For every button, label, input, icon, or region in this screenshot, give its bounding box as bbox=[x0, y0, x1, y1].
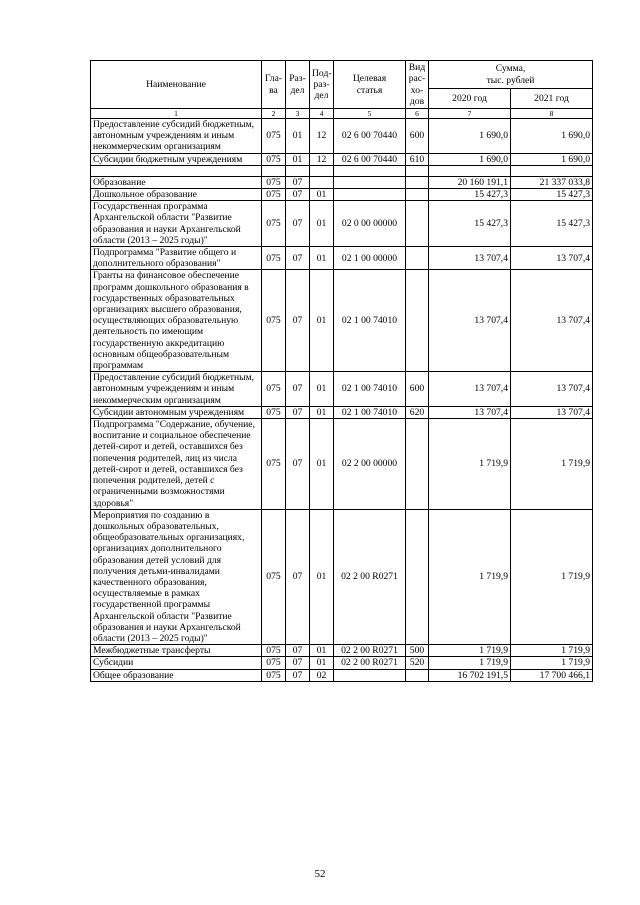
cell-podrazdel: 01 bbox=[310, 645, 334, 657]
cell-name: Мероприятия по созданию в дошкольных образовательных, общеобразовательных организациях, организациях дополнительного образования детей условий для получения детьми-инвалидами качественного образования, осуществляемые в рамках государственной программы Архангельской области "Развитие образования и науки Архангельской области (2013 – 2025 годы)" bbox=[91, 509, 262, 644]
cell-name: Предоставление субсидий бюджетным, автономным учреждениям и иным некоммерческим организациям bbox=[91, 119, 262, 154]
cell-glava: 075 bbox=[262, 657, 286, 669]
cell-statya: 02 1 00 74010 bbox=[334, 372, 406, 407]
table-row bbox=[91, 419, 593, 510]
cell-glava: 075 bbox=[262, 119, 286, 154]
empty-cell bbox=[262, 165, 286, 176]
cell-vid: 610 bbox=[406, 153, 429, 165]
column-number: 2 bbox=[262, 109, 286, 119]
cell-statya: 02 2 00 R0271 bbox=[334, 509, 406, 644]
table-row bbox=[91, 119, 593, 154]
cell-2020: 1 719,9 bbox=[429, 419, 511, 510]
cell-2020: 15 427,3 bbox=[429, 201, 511, 247]
table-row bbox=[91, 645, 593, 657]
cell-podrazdel: 01 bbox=[310, 189, 334, 201]
empty-cell bbox=[511, 165, 593, 176]
cell-2021: 13 707,4 bbox=[511, 247, 593, 270]
cell-razdel: 07 bbox=[286, 247, 310, 270]
table-row bbox=[91, 509, 593, 644]
column-number-row bbox=[91, 109, 593, 119]
empty-cell bbox=[334, 165, 406, 176]
cell-podrazdel bbox=[310, 176, 334, 188]
table-row bbox=[91, 176, 593, 188]
cell-podrazdel: 01 bbox=[310, 657, 334, 669]
column-number: 4 bbox=[310, 109, 334, 119]
cell-name: Гранты на финансовое обеспечение программ дошкольного образования в государственных образовательных организациях высшего образования, осуществляющих образовательную деятельность по имеющим государственную аккредитацию основным общеобразовательным программам bbox=[91, 270, 262, 372]
cell-vid bbox=[406, 509, 429, 644]
table-row bbox=[91, 406, 593, 418]
cell-podrazdel: 01 bbox=[310, 201, 334, 247]
cell-name: Предоставление субсидий бюджетным, автономным учреждениям и иным некоммерческим организациям bbox=[91, 372, 262, 407]
cell-2021: 1 690,0 bbox=[511, 153, 593, 165]
cell-statya: 02 2 00 R0271 bbox=[334, 657, 406, 669]
cell-2021: 13 707,4 bbox=[511, 270, 593, 372]
cell-2020: 1 719,9 bbox=[429, 657, 511, 669]
cell-statya: 02 6 00 70440 bbox=[334, 119, 406, 154]
cell-name: Государственная программа Архангельской области "Развитие образования и науки Архангельской области (2013 – 2025 годы)" bbox=[91, 201, 262, 247]
empty-cell bbox=[406, 165, 429, 176]
cell-name: Субсидии bbox=[91, 657, 262, 669]
cell-2020: 20 160 191,1 bbox=[429, 176, 511, 188]
empty-cell bbox=[429, 165, 511, 176]
cell-2021: 1 719,9 bbox=[511, 657, 593, 669]
cell-razdel: 07 bbox=[286, 201, 310, 247]
table-row bbox=[91, 201, 593, 247]
cell-name: Субсидии автономным учреждениям bbox=[91, 406, 262, 418]
cell-statya bbox=[334, 189, 406, 201]
cell-glava: 075 bbox=[262, 201, 286, 247]
cell-podrazdel: 01 bbox=[310, 509, 334, 644]
cell-vid bbox=[406, 270, 429, 372]
header-summa: Сумма, тыс. рублей bbox=[429, 61, 593, 89]
cell-name: Дошкольное образование bbox=[91, 189, 262, 201]
cell-statya bbox=[334, 669, 406, 681]
cell-vid: 600 bbox=[406, 119, 429, 154]
cell-razdel: 07 bbox=[286, 372, 310, 407]
cell-statya: 02 1 00 74010 bbox=[334, 270, 406, 372]
cell-vid bbox=[406, 669, 429, 681]
cell-glava: 075 bbox=[262, 645, 286, 657]
cell-2021: 1 690,0 bbox=[511, 119, 593, 154]
column-number: 1 bbox=[91, 109, 262, 119]
cell-name: Межбюджетные трансферты bbox=[91, 645, 262, 657]
cell-2021: 1 719,9 bbox=[511, 645, 593, 657]
cell-name: Подпрограмма "Содержание, обучение, воспитание и социальное обеспечение детей-сирот и детей, оставшихся без попечения родителей, лиц из числа детей-сирот и детей, оставшихся без попечения родителей, детей с ограниченными возможностями здоровья" bbox=[91, 419, 262, 510]
cell-vid: 500 bbox=[406, 645, 429, 657]
table-row bbox=[91, 270, 593, 372]
cell-statya: 02 2 00 00000 bbox=[334, 419, 406, 510]
cell-2020: 13 707,4 bbox=[429, 247, 511, 270]
cell-statya bbox=[334, 176, 406, 188]
table-row bbox=[91, 247, 593, 270]
cell-razdel: 01 bbox=[286, 119, 310, 154]
cell-razdel: 07 bbox=[286, 669, 310, 681]
cell-glava: 075 bbox=[262, 153, 286, 165]
cell-glava: 075 bbox=[262, 189, 286, 201]
cell-podrazdel: 01 bbox=[310, 372, 334, 407]
cell-2020: 13 707,4 bbox=[429, 372, 511, 407]
table-row bbox=[91, 189, 593, 201]
column-number: 5 bbox=[334, 109, 406, 119]
cell-2021: 21 337 033,8 bbox=[511, 176, 593, 188]
cell-2020: 1 690,0 bbox=[429, 153, 511, 165]
cell-podrazdel: 02 bbox=[310, 669, 334, 681]
cell-podrazdel: 01 bbox=[310, 270, 334, 372]
cell-2021: 13 707,4 bbox=[511, 372, 593, 407]
column-number: 8 bbox=[511, 109, 593, 119]
cell-statya: 02 0 00 00000 bbox=[334, 201, 406, 247]
cell-vid bbox=[406, 189, 429, 201]
cell-statya: 02 1 00 74010 bbox=[334, 406, 406, 418]
cell-statya: 02 6 00 70440 bbox=[334, 153, 406, 165]
column-number: 7 bbox=[429, 109, 511, 119]
header-vid: Вид рас- хо- дов bbox=[406, 61, 429, 109]
cell-name: Образование bbox=[91, 176, 262, 188]
cell-podrazdel: 01 bbox=[310, 247, 334, 270]
cell-name: Субсидии бюджетным учреждениям bbox=[91, 153, 262, 165]
cell-razdel: 07 bbox=[286, 419, 310, 510]
cell-2021: 15 427,3 bbox=[511, 189, 593, 201]
table-row bbox=[91, 657, 593, 669]
cell-podrazdel: 12 bbox=[310, 119, 334, 154]
blank-row bbox=[91, 165, 593, 176]
cell-name: Подпрограмма "Развитие общего и дополнительного образования" bbox=[91, 247, 262, 270]
cell-2020: 1 690,0 bbox=[429, 119, 511, 154]
cell-vid: 600 bbox=[406, 372, 429, 407]
header-year-2021: 2021 год bbox=[511, 89, 593, 109]
cell-2021: 1 719,9 bbox=[511, 509, 593, 644]
cell-vid: 520 bbox=[406, 657, 429, 669]
cell-2020: 1 719,9 bbox=[429, 509, 511, 644]
cell-vid bbox=[406, 176, 429, 188]
header-glava: Гла- ва bbox=[262, 61, 286, 109]
cell-podrazdel: 12 bbox=[310, 153, 334, 165]
table-row bbox=[91, 153, 593, 165]
budget-table bbox=[90, 60, 593, 682]
cell-razdel: 07 bbox=[286, 176, 310, 188]
cell-2020: 13 707,4 bbox=[429, 270, 511, 372]
cell-razdel: 07 bbox=[286, 189, 310, 201]
cell-razdel: 07 bbox=[286, 657, 310, 669]
table-row bbox=[91, 372, 593, 407]
cell-2021: 17 700 466,1 bbox=[511, 669, 593, 681]
cell-razdel: 07 bbox=[286, 645, 310, 657]
empty-cell bbox=[91, 165, 262, 176]
cell-2020: 15 427,3 bbox=[429, 189, 511, 201]
cell-2020: 16 702 191,5 bbox=[429, 669, 511, 681]
cell-glava: 075 bbox=[262, 509, 286, 644]
header-statya: Целевая статья bbox=[334, 61, 406, 109]
cell-glava: 075 bbox=[262, 406, 286, 418]
cell-glava: 075 bbox=[262, 372, 286, 407]
header-podrazdel: Под- раз- дел bbox=[310, 61, 334, 109]
cell-razdel: 07 bbox=[286, 270, 310, 372]
cell-name: Общее образование bbox=[91, 669, 262, 681]
table-row bbox=[91, 669, 593, 681]
page-number: 52 bbox=[314, 868, 326, 880]
cell-vid bbox=[406, 419, 429, 510]
cell-vid bbox=[406, 247, 429, 270]
column-number: 3 bbox=[286, 109, 310, 119]
cell-2020: 1 719,9 bbox=[429, 645, 511, 657]
cell-glava: 075 bbox=[262, 247, 286, 270]
empty-cell bbox=[310, 165, 334, 176]
cell-glava: 075 bbox=[262, 419, 286, 510]
cell-vid: 620 bbox=[406, 406, 429, 418]
header-name: Наименование bbox=[91, 61, 262, 109]
cell-podrazdel: 01 bbox=[310, 406, 334, 418]
cell-2021: 1 719,9 bbox=[511, 419, 593, 510]
cell-2021: 15 427,3 bbox=[511, 201, 593, 247]
cell-podrazdel: 01 bbox=[310, 419, 334, 510]
cell-statya: 02 2 00 R0271 bbox=[334, 645, 406, 657]
cell-2020: 13 707,4 bbox=[429, 406, 511, 418]
cell-razdel: 01 bbox=[286, 153, 310, 165]
cell-statya: 02 1 00 00000 bbox=[334, 247, 406, 270]
header-year-2020: 2020 год bbox=[429, 89, 511, 109]
cell-razdel: 07 bbox=[286, 406, 310, 418]
column-number: 6 bbox=[406, 109, 429, 119]
header-razdel: Раз- дел bbox=[286, 61, 310, 109]
cell-razdel: 07 bbox=[286, 509, 310, 644]
empty-cell bbox=[286, 165, 310, 176]
cell-vid bbox=[406, 201, 429, 247]
cell-glava: 075 bbox=[262, 270, 286, 372]
cell-glava: 075 bbox=[262, 669, 286, 681]
cell-2021: 13 707,4 bbox=[511, 406, 593, 418]
cell-glava: 075 bbox=[262, 176, 286, 188]
